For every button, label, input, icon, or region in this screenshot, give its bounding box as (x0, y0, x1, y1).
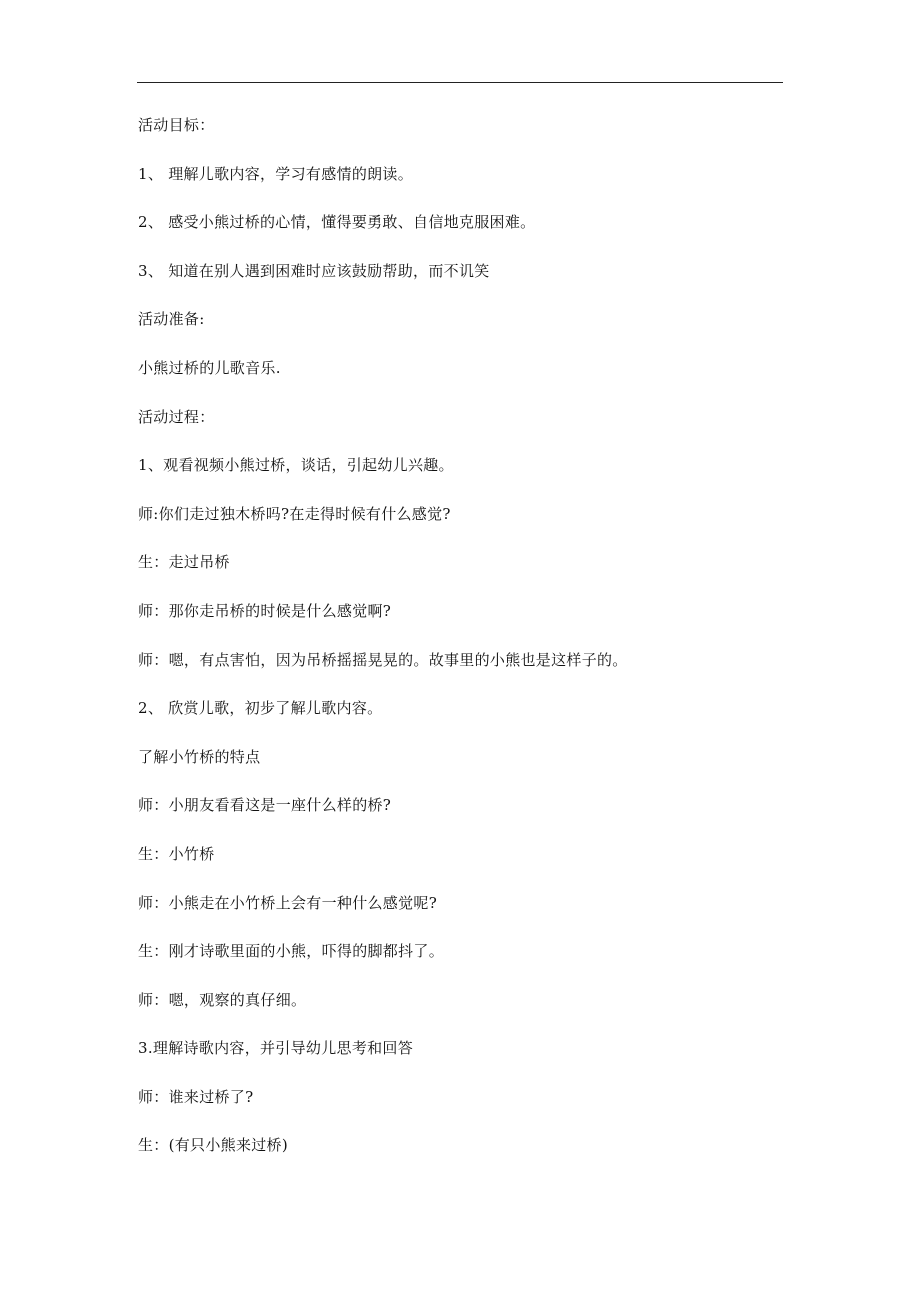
preparation-text: 小熊过桥的儿歌音乐. (138, 358, 281, 377)
dialogue-line: 生：走过吊桥 (138, 553, 230, 572)
dialogue-line: 生：小竹桥 (138, 844, 215, 863)
goal-item-1: 1、 理解儿歌内容，学习有感情的朗读。 (138, 164, 414, 183)
dialogue-line: 师：谁来过桥了? (138, 1087, 254, 1106)
goal-item-2: 2、 感受小熊过桥的心情，懂得要勇敢、自信地克服困难。 (138, 213, 536, 232)
header-rule (137, 82, 783, 83)
dialogue-line: 师：小朋友看看这是一座什么样的桥? (138, 796, 392, 815)
section-heading-process: 活动过程： (138, 407, 215, 426)
section-heading-goals: 活动目标： (138, 116, 215, 134)
dialogue-line: 师：那你走吊桥的时候是什么感觉啊? (138, 601, 392, 620)
document-body (138, 111, 798, 1180)
dialogue-line: 师：小熊走在小竹桥上会有一种什么感觉呢? (138, 893, 438, 912)
process-step-2: 2、 欣赏儿歌，初步了解儿歌内容。 (138, 699, 383, 718)
dialogue-line: 师：嗯，有点害怕，因为吊桥摇摇晃晃的。故事里的小熊也是这样子的。 (138, 650, 628, 669)
section-heading-preparation: 活动准备: (138, 310, 205, 329)
subheading-bamboo-bridge: 了解小竹桥的特点 (138, 747, 261, 766)
dialogue-line: 生：刚才诗歌里面的小熊，吓得的脚都抖了。 (138, 942, 445, 961)
process-step-1: 1、观看视频小熊过桥，谈话，引起幼儿兴趣。 (138, 456, 454, 475)
dialogue-line: 师:你们走过独木桥吗?在走得时候有什么感觉? (138, 504, 451, 523)
dialogue-line: 生：(有只小熊来过桥) (138, 1136, 289, 1155)
dialogue-line: 师：嗯，观察的真仔细。 (138, 990, 307, 1009)
goal-item-3: 3、 知道在别人遇到困难时应该鼓励帮助，而不讥笑 (138, 261, 490, 280)
process-step-3: 3.理解诗歌内容，并引导幼儿思考和回答 (138, 1039, 414, 1058)
